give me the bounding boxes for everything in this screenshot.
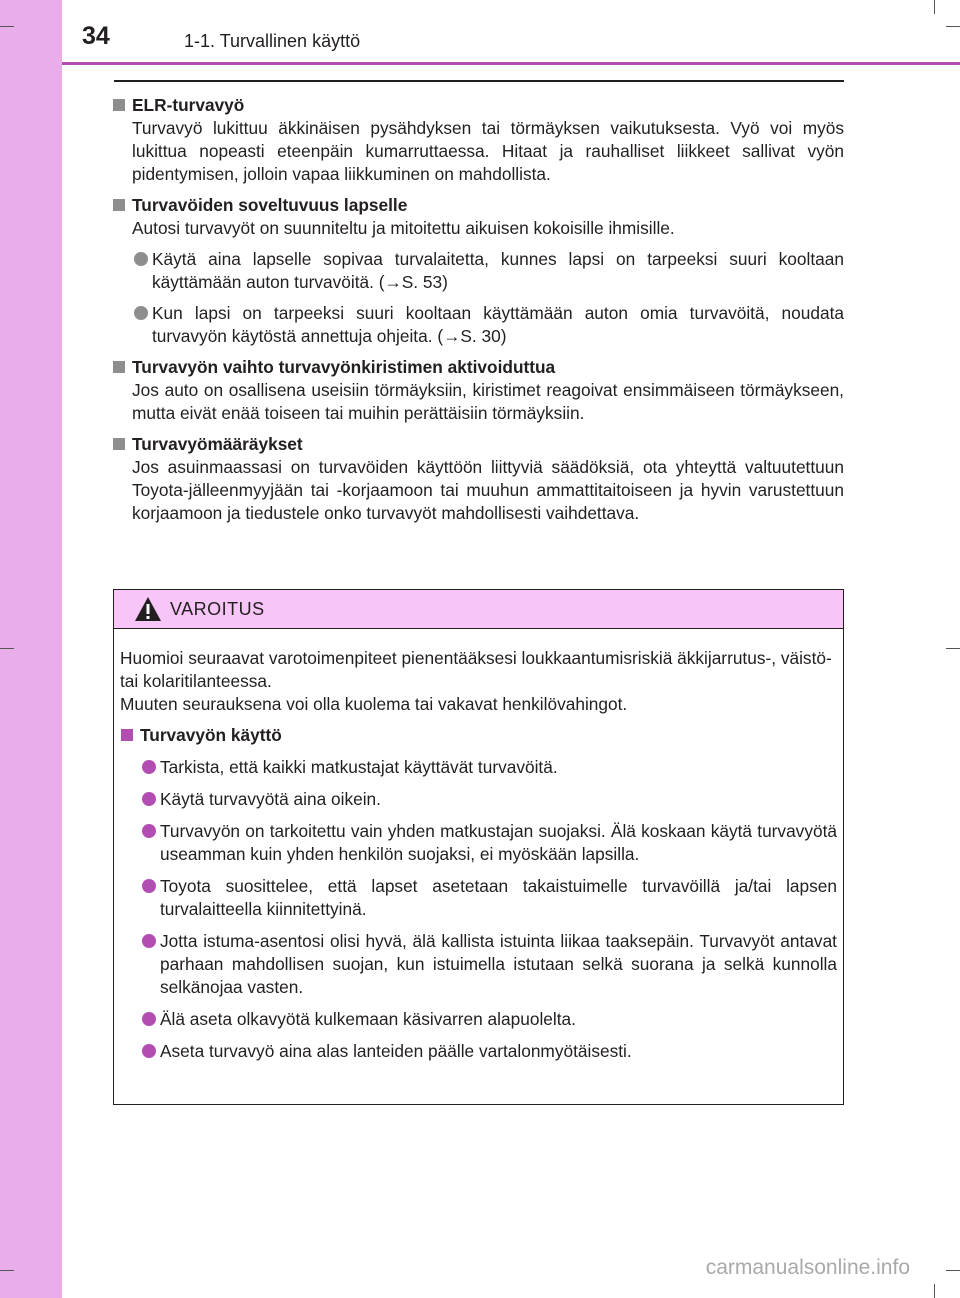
circle-bullet-icon	[134, 252, 148, 266]
circle-bullet-icon	[142, 792, 156, 806]
page-number: 34	[82, 22, 110, 50]
section-regulations	[112, 433, 844, 525]
crop-mark	[934, 1284, 935, 1298]
circle-bullet-icon	[142, 934, 156, 948]
warning-subheading: Turvavyön käyttö	[120, 724, 837, 747]
warning-triangle-icon	[134, 596, 162, 622]
circle-bullet-icon	[134, 306, 148, 320]
warning-intro: Huomioi seuraavat varotoimenpiteet pienentääksesi loukkaantumisriskiä äkkijarrutus-, väistö- tai kolaritilanteessa.	[120, 648, 832, 691]
circle-bullet-icon	[142, 1044, 156, 1058]
section-child-suitability	[112, 194, 844, 348]
section-elr	[112, 94, 844, 186]
square-bullet-icon	[113, 199, 125, 211]
warning-consequence: Muuten seurauksena voi olla kuolema tai vakavat henkilövahingot.	[120, 694, 628, 714]
warning-header	[114, 590, 843, 629]
section-body: Jos asuinmaassasi on turvavöiden käyttöön liittyviä säädöksiä, ota yhteyttä valtuutettuun Toyota-jälleenmyyjään tai -korjaamoon tai muuhun ammattitaitoiseen ja hyvin varustettuun korjaamoon ja tiedustele onko turvavyöt mahdollisesti vaihdettava.	[132, 457, 844, 523]
list-item: Aseta turvavyö aina alas lanteiden päälle vartalonmyötäisesti.	[120, 1040, 837, 1063]
chapter-title: 1-1. Turvallinen käyttö	[184, 31, 361, 51]
crop-mark	[0, 648, 14, 649]
content-rule	[114, 80, 844, 82]
square-bullet-icon	[113, 438, 125, 450]
section-body: Autosi turvavyöt on suunniteltu ja mitoitettu aikuisen kokoisille ihmisille.	[132, 218, 675, 238]
section-pretensioner	[112, 356, 844, 425]
list-item: Toyota suosittelee, että lapset asetetaan takaistuimelle turvavöillä ja/tai lapsen turvalaitteella kiinnitettyinä.	[120, 875, 837, 921]
list-item: Kun lapsi on tarpeeksi suuri kooltaan käyttämään auton omia turvavöitä, noudata turvavyön käytöstä annettuja ohjeita. (→S. 30)	[112, 302, 844, 348]
circle-bullet-icon	[142, 824, 156, 838]
list-item: Älä aseta olkavyötä kulkemaan käsivarren alapuolelta.	[120, 1008, 837, 1031]
section-heading: Turvavöiden soveltuvuus lapselle	[112, 194, 844, 217]
section-body: Turvavyö lukittuu äkkinäisen pysähdyksen tai törmäyksen vaikutuksesta. Vyö voi myös lukittua nopeasti eteenpäin kumarruttaessa. Hitaat ja rauhalliset liikkeet sallivat vyön pidentymisen, jolloin vapaa liikkuminen on mahdollista.	[132, 118, 844, 184]
list-item: Käytä aina lapselle sopivaa turvalaitetta, kunnes lapsi on tarpeeksi suuri kooltaan käyttämään auton turvavöitä. (→S. 53)	[112, 248, 844, 294]
crop-mark	[0, 1270, 14, 1271]
square-bullet-icon	[121, 729, 133, 741]
circle-bullet-icon	[142, 879, 156, 893]
section-body: Jos auto on osallisena useisiin törmäyksiin, kiristimet reagoivat ensimmäiseen törmäykseen, mutta eivät enää toiseen tai muihin perättäisiin törmäyksiin.	[132, 380, 844, 423]
watermark: carmanualsonline.info	[705, 1256, 910, 1279]
square-bullet-icon	[113, 361, 125, 373]
circle-bullet-icon	[142, 1012, 156, 1026]
crop-mark	[946, 648, 960, 649]
section-heading: Turvavyön vaihto turvavyönkiristimen aktivoiduttua	[112, 356, 844, 379]
crop-mark	[0, 26, 14, 27]
warning-body	[114, 629, 843, 1063]
crop-mark	[946, 1270, 960, 1271]
square-bullet-icon	[113, 99, 125, 111]
side-tab	[0, 0, 62, 1298]
circle-bullet-icon	[142, 760, 156, 774]
crop-mark	[934, 0, 935, 14]
crop-mark	[946, 26, 960, 27]
warning-title: VAROITUS	[170, 599, 265, 619]
section-heading: Turvavyömääräykset	[112, 433, 844, 456]
list-item: Turvavyön on tarkoitettu vain yhden matkustajan suojaksi. Älä koskaan käytä turvavyötä useamman kuin yhden henkilön suojaksi, ei myöskään lapsilla.	[120, 820, 837, 866]
list-item: Käytä turvavyötä aina oikein.	[120, 788, 837, 811]
header-rule	[62, 62, 960, 65]
list-item: Jotta istuma-asentosi olisi hyvä, älä kallista istuinta liikaa taaksepäin. Turvavyöt antavat parhaan mahdollisen suojan, kun istuimella istutaan selkä suorana ja selkä kunnolla selkänojaa vasten.	[120, 930, 837, 999]
list-item: Tarkista, että kaikki matkustajat käyttävät turvavöitä.	[120, 756, 837, 779]
warning-box	[113, 589, 844, 1105]
section-heading: ELR-turvavyö	[112, 94, 844, 117]
main-content	[112, 94, 844, 533]
